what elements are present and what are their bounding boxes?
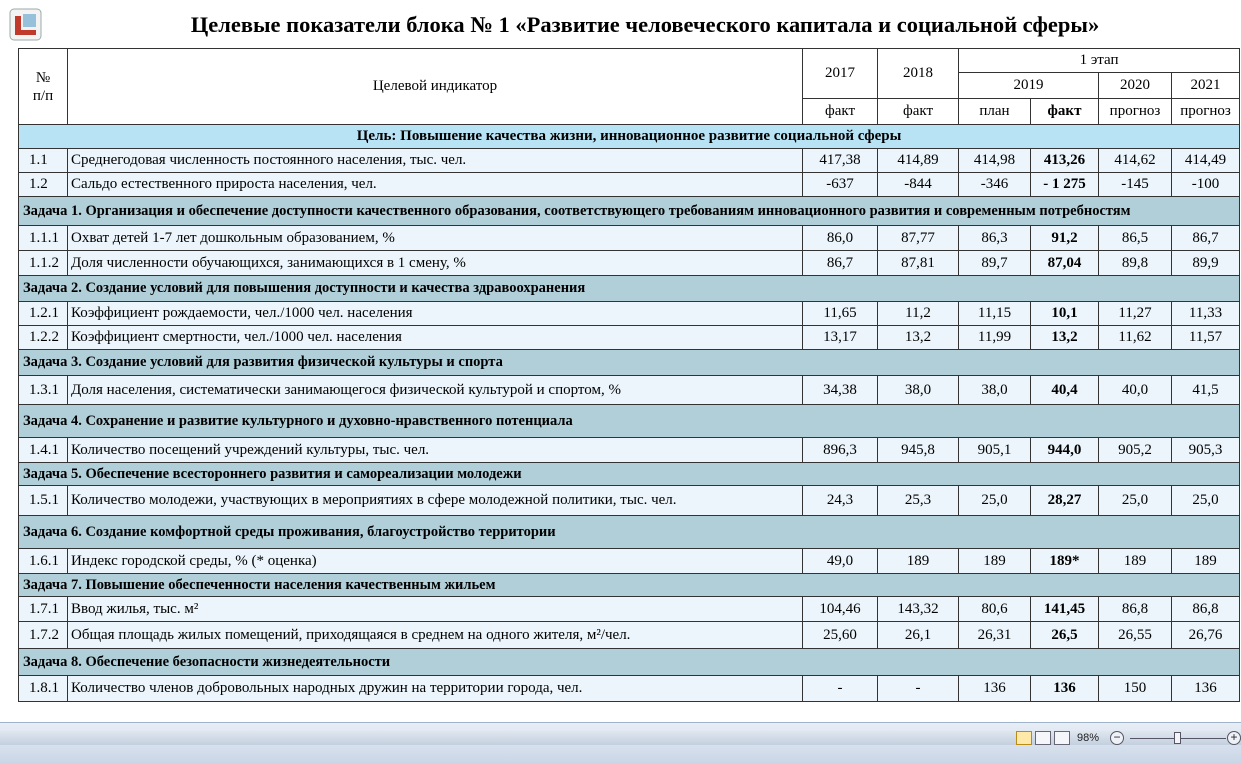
value-v2020: 189 [1099, 549, 1172, 574]
header-num: № п/п [19, 49, 68, 125]
header-year-2018: 2018 [878, 49, 959, 99]
value-v2021: 11,33 [1172, 302, 1240, 326]
value-v2017: 11,65 [803, 302, 878, 326]
value-fact2019: 944,0 [1031, 438, 1099, 463]
value-plan2019: 11,99 [959, 326, 1031, 350]
value-v2021: 905,3 [1172, 438, 1240, 463]
value-fact2019: 189* [1031, 549, 1099, 574]
indicator-name: Общая площадь жилых помещений, приходящаяся в среднем на одного жителя, м²/чел. [68, 622, 803, 649]
value-v2021: 26,76 [1172, 622, 1240, 649]
task-title: Задача 6. Создание комфортной среды проживания, благоустройство территории [19, 516, 1240, 549]
value-plan2019: 86,3 [959, 226, 1031, 251]
task-title: Задача 3. Создание условий для развития физической культуры и спорта [19, 350, 1240, 376]
value-plan2019: 414,98 [959, 149, 1031, 173]
app-logo-icon [9, 8, 42, 41]
task-title: Задача 7. Повышение обеспеченности населения качественным жильем [19, 574, 1240, 597]
row-number: 1.7.1 [19, 597, 68, 622]
header-year-2019: 2019 [959, 73, 1099, 99]
value-v2018: 189 [878, 549, 959, 574]
header-year-2017: 2017 [803, 49, 878, 99]
indicator-row [19, 549, 1240, 574]
value-fact2019: - 1 275 [1031, 173, 1099, 197]
indicator-row [19, 486, 1240, 516]
value-v2017: 896,3 [803, 438, 878, 463]
value-v2021: -100 [1172, 173, 1240, 197]
value-v2020: 89,8 [1099, 251, 1172, 276]
header-plan-2019: план [959, 99, 1031, 125]
indicator-row [19, 149, 1240, 173]
row-number: 1.6.1 [19, 549, 68, 574]
value-v2018: -844 [878, 173, 959, 197]
indicator-row [19, 226, 1240, 251]
indicator-row [19, 376, 1240, 405]
header-fact-2019: факт [1031, 99, 1099, 125]
value-fact2019: 91,2 [1031, 226, 1099, 251]
value-v2020: 86,8 [1099, 597, 1172, 622]
indicator-name: Охват детей 1-7 лет дошкольным образованием, % [68, 226, 803, 251]
value-plan2019: 25,0 [959, 486, 1031, 516]
indicator-name: Сальдо естественного прироста населения, чел. [68, 173, 803, 197]
slide-sorter-icon[interactable] [1035, 731, 1051, 745]
value-plan2019: 26,31 [959, 622, 1031, 649]
row-number: 1.2.2 [19, 326, 68, 350]
indicator-row [19, 326, 1240, 350]
value-v2021: 136 [1172, 676, 1240, 702]
value-v2018: - [878, 676, 959, 702]
header-fact-2017: факт [803, 99, 878, 125]
value-v2021: 41,5 [1172, 376, 1240, 405]
page-number: 2 [112, 88, 126, 115]
value-v2018: 25,3 [878, 486, 959, 516]
value-fact2019: 13,2 [1031, 326, 1099, 350]
value-v2018: 38,0 [878, 376, 959, 405]
zoom-slider-thumb[interactable] [1174, 732, 1181, 744]
value-v2020: 905,2 [1099, 438, 1172, 463]
indicator-name: Ввод жилья, тыс. м² [68, 597, 803, 622]
value-v2021: 414,49 [1172, 149, 1240, 173]
value-plan2019: 89,7 [959, 251, 1031, 276]
header-indicator: Целевой индикатор [68, 49, 803, 125]
task-row [19, 276, 1240, 302]
value-fact2019: 136 [1031, 676, 1099, 702]
value-v2021: 25,0 [1172, 486, 1240, 516]
indicator-name: Количество членов добровольных народных дружин на территории города, чел. [68, 676, 803, 702]
indicator-row [19, 597, 1240, 622]
task-row [19, 197, 1240, 226]
value-v2017: 86,0 [803, 226, 878, 251]
value-v2017: 24,3 [803, 486, 878, 516]
row-number: 1.5.1 [19, 486, 68, 516]
task-title: Задача 2. Создание условий для повышения доступности и качества здравоохранения [19, 276, 1240, 302]
slide-title: Целевые показатели блока № 1 «Развитие человеческого капитала и социальной сферы» [190, 12, 1100, 37]
header-forecast-2021: прогноз [1172, 99, 1240, 125]
task-title: Задача 8. Обеспечение безопасности жизнедеятельности [19, 649, 1240, 676]
indicator-name: Индекс городской среды, % (* оценка) [68, 549, 803, 574]
header-stage: 1 этап [959, 49, 1240, 73]
value-v2021: 189 [1172, 549, 1240, 574]
value-v2021: 89,9 [1172, 251, 1240, 276]
value-plan2019: 38,0 [959, 376, 1031, 405]
normal-view-icon[interactable] [1016, 731, 1032, 745]
value-v2020: 414,62 [1099, 149, 1172, 173]
value-v2018: 414,89 [878, 149, 959, 173]
value-fact2019: 26,5 [1031, 622, 1099, 649]
value-plan2019: -346 [959, 173, 1031, 197]
value-v2018: 26,1 [878, 622, 959, 649]
indicator-row [19, 622, 1240, 649]
value-v2018: 143,32 [878, 597, 959, 622]
value-v2018: 945,8 [878, 438, 959, 463]
task-title: Задача 1. Организация и обеспечение доступности качественного образования, соответствующего требованиям инновационного развития и современным потребностям [19, 197, 1240, 226]
row-number: 1.4.1 [19, 438, 68, 463]
row-number: 1.2 [19, 173, 68, 197]
value-v2020: 26,55 [1099, 622, 1172, 649]
value-plan2019: 136 [959, 676, 1031, 702]
value-plan2019: 905,1 [959, 438, 1031, 463]
indicator-name: Коэффициент смертности, чел./1000 чел. населения [68, 326, 803, 350]
value-v2017: 49,0 [803, 549, 878, 574]
header-fact-2018: факт [878, 99, 959, 125]
value-v2017: -637 [803, 173, 878, 197]
indicator-name: Среднегодовая численность постоянного населения, тыс. чел. [68, 149, 803, 173]
header-year-2020: 2020 [1099, 73, 1172, 99]
value-v2020: 86,5 [1099, 226, 1172, 251]
value-v2020: 11,62 [1099, 326, 1172, 350]
view-buttons [1016, 731, 1070, 747]
status-bar [0, 722, 1241, 763]
value-plan2019: 11,15 [959, 302, 1031, 326]
row-number: 1.1.1 [19, 226, 68, 251]
value-fact2019: 28,27 [1031, 486, 1099, 516]
value-v2018: 11,2 [878, 302, 959, 326]
header-year-2021: 2021 [1172, 73, 1240, 99]
task-row [19, 574, 1240, 597]
task-row [19, 649, 1240, 676]
value-v2017: 25,60 [803, 622, 878, 649]
value-v2017: 13,17 [803, 326, 878, 350]
row-number: 1.7.2 [19, 622, 68, 649]
row-number: 1.1.2 [19, 251, 68, 276]
value-fact2019: 87,04 [1031, 251, 1099, 276]
indicator-row [19, 173, 1240, 197]
slideshow-icon[interactable] [1054, 731, 1070, 745]
indicator-name: Доля численности обучающихся, занимающихся в 1 смену, % [68, 251, 803, 276]
value-v2020: 40,0 [1099, 376, 1172, 405]
indicator-name: Количество посещений учреждений культуры, тыс. чел. [68, 438, 803, 463]
indicator-row [19, 438, 1240, 463]
value-v2021: 11,57 [1172, 326, 1240, 350]
value-fact2019: 40,4 [1031, 376, 1099, 405]
task-row [19, 350, 1240, 376]
zoom-in-button[interactable]: + [1227, 731, 1241, 745]
value-v2018: 13,2 [878, 326, 959, 350]
row-number: 1.1 [19, 149, 68, 173]
task-row [19, 516, 1240, 549]
value-v2017: 86,7 [803, 251, 878, 276]
value-fact2019: 141,45 [1031, 597, 1099, 622]
value-fact2019: 413,26 [1031, 149, 1099, 173]
zoom-level[interactable]: 98% [1077, 732, 1100, 744]
row-number: 1.2.1 [19, 302, 68, 326]
value-v2021: 86,8 [1172, 597, 1240, 622]
indicator-name: Доля населения, систематически занимающегося физической культурой и спортом, % [68, 376, 803, 405]
task-title: Задача 5. Обеспечение всестороннего развития и самореализации молодежи [19, 463, 1240, 486]
value-v2021: 86,7 [1172, 226, 1240, 251]
value-fact2019: 10,1 [1031, 302, 1099, 326]
value-plan2019: 80,6 [959, 597, 1031, 622]
row-number: 1.3.1 [19, 376, 68, 405]
value-v2017: 104,46 [803, 597, 878, 622]
value-v2020: -145 [1099, 173, 1172, 197]
value-v2017: 417,38 [803, 149, 878, 173]
value-v2020: 150 [1099, 676, 1172, 702]
value-v2017: 34,38 [803, 376, 878, 405]
value-v2018: 87,77 [878, 226, 959, 251]
row-number: 1.8.1 [19, 676, 68, 702]
indicator-row [19, 676, 1240, 702]
value-v2020: 25,0 [1099, 486, 1172, 516]
goal-row: Цель: Повышение качества жизни, инновационное развитие социальной сферы [19, 125, 1240, 149]
indicator-row [19, 251, 1240, 276]
indicator-row [19, 302, 1240, 326]
value-plan2019: 189 [959, 549, 1031, 574]
value-v2018: 87,81 [878, 251, 959, 276]
indicators-table [18, 48, 1240, 702]
indicator-name: Количество молодежи, участвующих в мероприятиях в сфере молодежной политики, тыс. чел. [68, 486, 803, 516]
value-v2017: - [803, 676, 878, 702]
task-title: Задача 4. Сохранение и развитие культурного и духовно-нравственного потенциала [19, 405, 1240, 438]
task-row [19, 463, 1240, 486]
value-v2020: 11,27 [1099, 302, 1172, 326]
header-forecast-2020: прогноз [1099, 99, 1172, 125]
indicator-name: Коэффициент рождаемости, чел./1000 чел. населения [68, 302, 803, 326]
task-row [19, 405, 1240, 438]
zoom-out-button[interactable]: − [1110, 731, 1124, 745]
